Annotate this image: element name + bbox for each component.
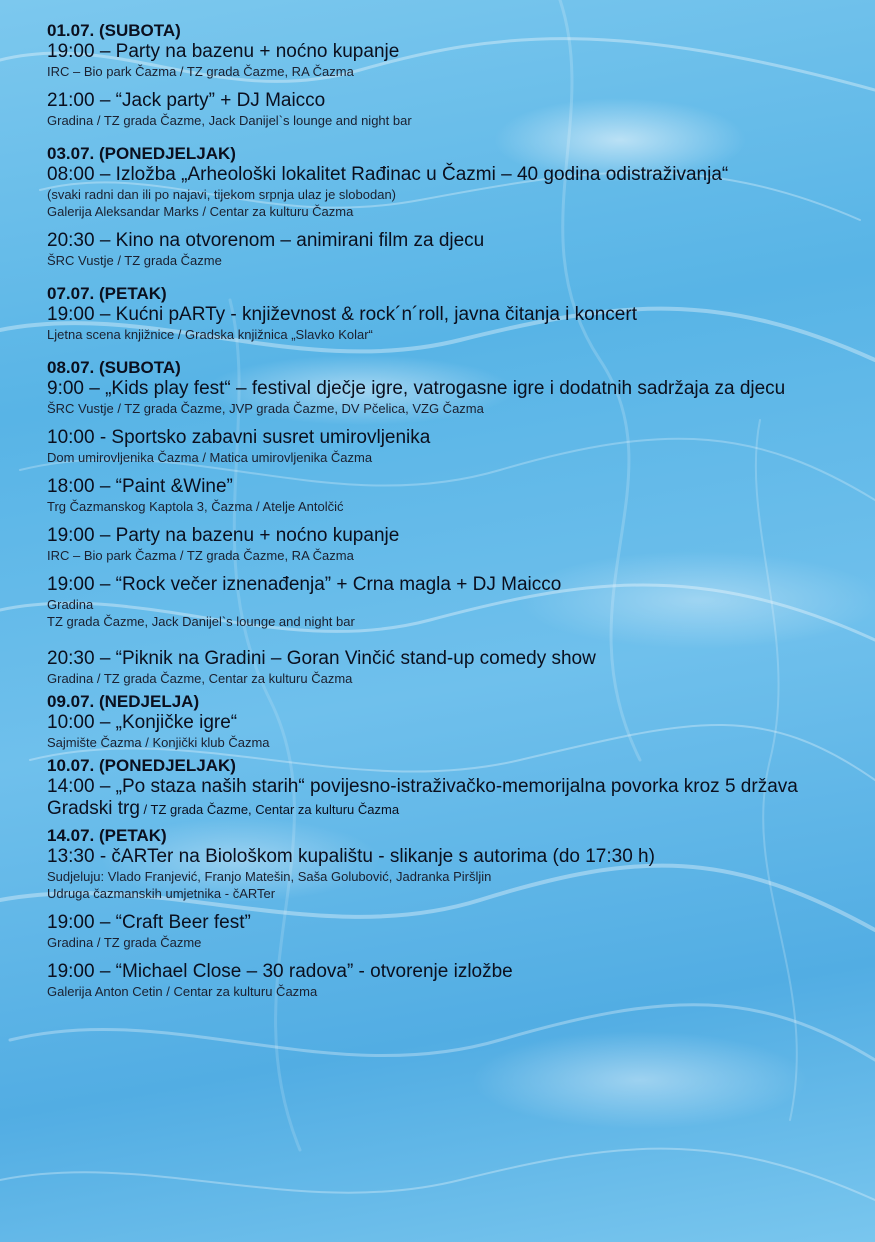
event-item [47, 476, 847, 515]
event-detail: Galerija Aleksandar Marks / Centar za kulturu Čazma [47, 204, 354, 219]
event-item [47, 41, 847, 80]
event-detail: Ljetna scena knjižnice / Gradska knjižnica „Slavko Kolar“ [47, 327, 373, 342]
event-title: 20:30 – “Piknik na Gradini – Goran Vinčić stand-up comedy show [47, 648, 596, 669]
day-heading: 01.07. (SUBOTA) [47, 21, 181, 40]
day-block [47, 825, 847, 1000]
event-title: 19:00 – “Rock večer iznenađenja” + Crna magla + DJ Maicco [47, 574, 562, 595]
day-block [47, 357, 847, 687]
event-title: 08:00 – Izložba „Arheološki lokalitet Rađinac u Čazmi – 40 godina odistraživanja“ [47, 164, 729, 185]
day-block [47, 283, 847, 343]
event-title: 19:00 – Party na bazenu + noćno kupanje [47, 41, 400, 62]
day-heading: 07.07. (PETAK) [47, 284, 167, 303]
day-heading: 03.07. (PONEDJELJAK) [47, 144, 236, 163]
event-detail: Gradina / TZ grada Čazme, Jack Danijel`s lounge and night bar [47, 113, 412, 128]
event-item [47, 712, 847, 751]
event-title: 20:30 – Kino na otvorenom – animirani film za djecu [47, 230, 485, 251]
event-item [47, 912, 847, 951]
event-item [47, 525, 847, 564]
event-detail: Galerija Anton Cetin / Centar za kulturu Čazma [47, 984, 318, 999]
event-detail: Gradina / TZ grada Čazme, Centar za kulturu Čazma [47, 671, 353, 686]
day-block [47, 755, 847, 821]
event-detail: IRC – Bio park Čazma / TZ grada Čazme, RA Čazma [47, 548, 354, 563]
event-item [47, 90, 847, 129]
event-inline-detail: / TZ grada Čazme, Centar za kulturu Čazma [139, 802, 400, 817]
event-item [47, 574, 847, 630]
event-detail: IRC – Bio park Čazma / TZ grada Čazme, RA Čazma [47, 64, 354, 79]
event-detail: Sudjeluju: Vlado Franjević, Franjo Matešin, Saša Golubović, Jadranka Piršljin [47, 869, 492, 884]
day-heading: 14.07. (PETAK) [47, 826, 167, 845]
event-title [47, 776, 847, 821]
event-title: 9:00 – „Kids play fest“ – festival dječje igre, vatrogasne igre i dodatnih sadržaja za djecu [47, 378, 786, 399]
event-detail: Gradina / TZ grada Čazme [47, 935, 202, 950]
event-item [47, 230, 847, 269]
event-detail: Sajmište Čazma / Konjički klub Čazma [47, 735, 270, 750]
event-detail: ŠRC Vustje / TZ grada Čazme, JVP grada Čazme, DV Pčelica, VZG Čazma [47, 401, 484, 416]
event-title: 18:00 – “Paint &Wine” [47, 476, 233, 497]
day-block [47, 691, 847, 751]
event-item [47, 648, 847, 687]
event-detail: TZ grada Čazme, Jack Danijel`s lounge and night bar [47, 614, 355, 629]
event-item [47, 427, 847, 466]
event-title: 21:00 – “Jack party” + DJ Maicco [47, 90, 326, 111]
event-item [47, 304, 847, 343]
event-detail: Dom umirovljenika Čazma / Matica umirovljenika Čazma [47, 450, 373, 465]
event-item [47, 776, 847, 821]
day-heading: 09.07. (NEDJELJA) [47, 692, 200, 711]
event-item [47, 961, 847, 1000]
event-title: 10:00 – „Konjičke igre“ [47, 712, 238, 733]
event-title: 13:30 - čARTer na Biološkom kupalištu - slikanje s autorima (do 17:30 h) [47, 846, 655, 867]
day-block [47, 143, 847, 269]
event-detail: Udruga čazmanskih umjetnika - čARTer [47, 886, 276, 901]
event-title: 19:00 – “Michael Close – 30 radova” - otvorenje izložbe [47, 961, 513, 982]
event-title: 10:00 - Sportsko zabavni susret umirovljenika [47, 427, 431, 448]
event-title-text: 14:00 – „Po staza naših starih“ povijesno-istraživačko-memorijalna povorka kroz 5 država Gradski trg [47, 776, 798, 819]
event-title: 19:00 – “Craft Beer fest” [47, 912, 251, 933]
event-detail: Trg Čazmanskog Kaptola 3, Čazma / Atelje Antolčić [47, 499, 344, 514]
event-item [47, 378, 847, 417]
event-detail: (svaki radni dan ili po najavi, tijekom srpnja ulaz je slobodan) [47, 187, 397, 202]
event-detail: ŠRC Vustje / TZ grada Čazme [47, 253, 222, 268]
day-heading: 08.07. (SUBOTA) [47, 358, 181, 377]
day-block [47, 20, 847, 129]
event-item [47, 164, 847, 220]
event-schedule [47, 20, 847, 1014]
event-title: 19:00 – Party na bazenu + noćno kupanje [47, 525, 400, 546]
event-detail: Gradina [47, 597, 94, 612]
day-heading: 10.07. (PONEDJELJAK) [47, 756, 236, 775]
event-title: 19:00 – Kućni pARTy - književnost & rock´n´roll, javna čitanja i koncert [47, 304, 637, 325]
event-item [47, 846, 847, 902]
